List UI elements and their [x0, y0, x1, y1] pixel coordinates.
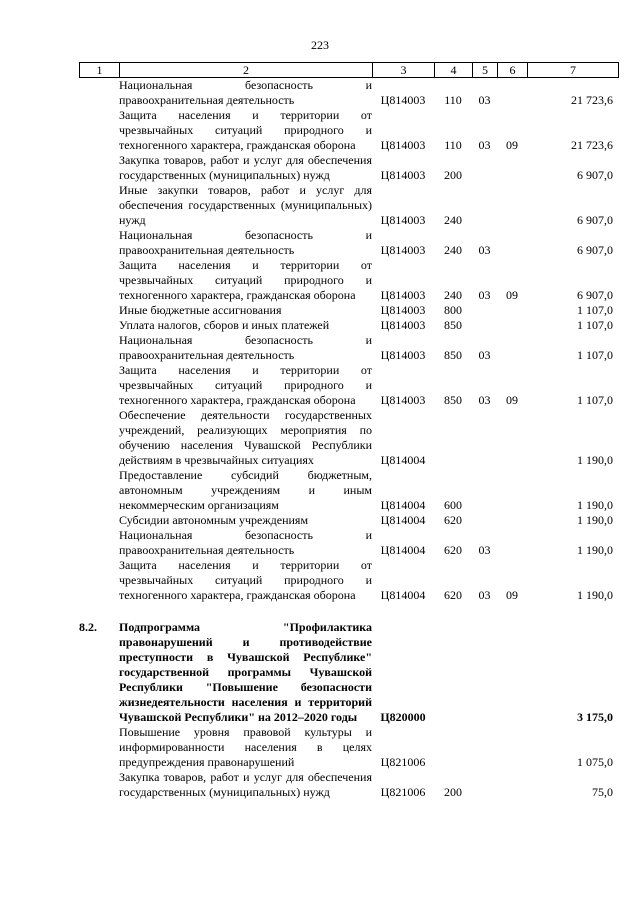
row-target-code: Ц814003: [380, 168, 426, 182]
row-section: 03: [478, 393, 491, 407]
row-target-code: Ц814003: [380, 213, 426, 227]
column-header-3: 3: [373, 63, 435, 78]
table-row: [79, 183, 619, 228]
row-target-code: Ц820000: [380, 710, 426, 724]
row-description: Закупка товаров, работ и услуг для обеспечения государственных (муниципальных) нужд: [119, 770, 372, 799]
row-subsection: 09: [506, 393, 518, 407]
table-row: [79, 725, 619, 770]
row-amount: 1 107,0: [577, 348, 613, 362]
table-row: [79, 468, 619, 513]
row-section: 03: [478, 93, 491, 107]
section-gap: [79, 603, 619, 620]
row-section: 03: [478, 243, 491, 257]
row-amount: 75,0: [592, 785, 613, 799]
row-amount: 1 190,0: [577, 513, 613, 527]
row-amount: 3 175,0: [577, 710, 613, 724]
row-section: 03: [478, 138, 491, 152]
row-target-code: Ц814003: [380, 93, 426, 107]
table-row: [79, 258, 619, 303]
row-target-code: Ц814003: [380, 393, 426, 407]
row-description: Национальная безопасность и правоохранительная деятельность: [119, 333, 372, 362]
row-description: Защита населения и территории от чрезвычайных ситуаций природного и техногенного характера, гражданская оборона: [119, 258, 372, 302]
row-amount: 1 190,0: [577, 453, 613, 467]
row-amount: 1 107,0: [577, 393, 613, 407]
row-target-code: Ц821006: [380, 785, 426, 799]
row-expense-type: 850: [444, 348, 462, 362]
row-description: Защита населения и территории от чрезвычайных ситуаций природного и техногенного характера, гражданская оборона: [119, 108, 372, 152]
row-description: Национальная безопасность и правоохранительная деятельность: [119, 528, 372, 557]
row-expense-type: 240: [444, 213, 462, 227]
row-expense-type: 620: [444, 513, 462, 527]
row-description: Иные закупки товаров, работ и услуг для обеспечения государственных (муниципальных) нужд: [119, 183, 372, 227]
column-header-5: 5: [473, 63, 498, 78]
row-expense-type: 240: [444, 243, 462, 257]
row-expense-type: 110: [444, 138, 462, 152]
table-row: [79, 108, 619, 153]
table-row: [79, 620, 619, 725]
row-amount: 1 190,0: [577, 543, 613, 557]
column-header-row: [80, 63, 619, 78]
row-amount: 21 723,6: [571, 93, 613, 107]
row-description: Уплата налогов, сборов и иных платежей: [119, 318, 330, 332]
budget-table-body: [79, 78, 619, 800]
column-header-7: 7: [528, 63, 619, 78]
row-amount: 1 107,0: [577, 303, 613, 317]
row-expense-type: 200: [444, 785, 462, 799]
table-row: [79, 318, 619, 333]
row-target-code: Ц814004: [380, 453, 426, 467]
row-target-code: Ц821006: [380, 755, 426, 769]
table-row: [79, 528, 619, 558]
row-description: Субсидии автономным учреждениям: [119, 513, 309, 527]
row-amount: 6 907,0: [577, 288, 613, 302]
row-section: 03: [478, 543, 491, 557]
table-row: [79, 153, 619, 183]
row-target-code: Ц814004: [380, 588, 426, 602]
row-target-code: Ц814003: [380, 138, 426, 152]
row-expense-type: 600: [444, 498, 462, 512]
table-row: [79, 303, 619, 318]
row-expense-type: 850: [444, 393, 462, 407]
row-description: Иные бюджетные ассигнования: [119, 303, 282, 317]
table-row: [79, 513, 619, 528]
row-target-code: Ц814004: [380, 498, 426, 512]
row-subsection: 09: [506, 138, 518, 152]
row-expense-type: 110: [444, 93, 462, 107]
row-target-code: Ц814003: [380, 348, 426, 362]
row-amount: 1 190,0: [577, 588, 613, 602]
table-row: [79, 408, 619, 468]
row-description: Защита населения и территории от чрезвычайных ситуаций природного и техногенного характера, гражданская оборона: [119, 558, 372, 602]
row-expense-type: 800: [444, 303, 462, 317]
row-description: Закупка товаров, работ и услуг для обеспечения государственных (муниципальных) нужд: [119, 153, 372, 182]
row-section: 03: [478, 288, 491, 302]
row-amount: 6 907,0: [577, 168, 613, 182]
row-target-code: Ц814003: [380, 318, 426, 332]
column-header-2: 2: [120, 63, 373, 78]
row-target-code: Ц814003: [380, 243, 426, 257]
row-description: Предоставление субсидий бюджетным, автономным учреждениям и иным некоммерческим организациям: [119, 468, 372, 512]
row-subsection: 09: [506, 288, 518, 302]
row-target-code: Ц814004: [380, 513, 426, 527]
table-row: [79, 333, 619, 363]
row-amount: 21 723,6: [571, 138, 613, 152]
table-row: [79, 78, 619, 108]
table-row: [79, 363, 619, 408]
row-description: Защита населения и территории от чрезвычайных ситуаций природного и техногенного характера, гражданская оборона: [119, 363, 372, 407]
row-expense-type: 200: [444, 168, 462, 182]
row-expense-type: 620: [444, 543, 462, 557]
row-amount: 1 190,0: [577, 498, 613, 512]
row-target-code: Ц814003: [380, 303, 426, 317]
row-description: Национальная безопасность и правоохранительная деятельность: [119, 78, 372, 107]
page-number: 223: [311, 38, 329, 52]
row-amount: 1 075,0: [577, 755, 613, 769]
table-row: [79, 770, 619, 800]
row-amount: 6 907,0: [577, 213, 613, 227]
row-amount: 1 107,0: [577, 318, 613, 332]
column-header-table: [79, 62, 619, 78]
row-target-code: Ц814003: [380, 288, 426, 302]
row-expense-type: 850: [444, 318, 462, 332]
table-row: [79, 228, 619, 258]
table-row: [79, 558, 619, 603]
row-expense-type: 240: [444, 288, 462, 302]
row-description: Подпрограмма "Профилактика правонарушений и противодействие преступности в Чувашской Республике" государственной программы Чувашской Республики "Повышение безопасности жизнедеятельности населения и территорий Чувашской Республики" на 2012–2020 годы: [119, 620, 372, 724]
row-subsection: 09: [506, 588, 518, 602]
row-section: 03: [478, 348, 491, 362]
column-header-4: 4: [435, 63, 473, 78]
row-description: Обеспечение деятельности государственных учреждений, реализующих мероприятия по обучению населения Чувашской Республики действиям в чрезвычайных ситуациях: [119, 408, 372, 467]
row-target-code: Ц814004: [380, 543, 426, 557]
row-expense-type: 620: [444, 588, 462, 602]
column-header-1: 1: [80, 63, 120, 78]
column-header-6: 6: [498, 63, 528, 78]
row-amount: 6 907,0: [577, 243, 613, 257]
row-number: 8.2.: [79, 620, 97, 634]
row-section: 03: [478, 588, 491, 602]
row-description: Повышение уровня правовой культуры и информированности населения в целях предупреждения правонарушений: [119, 725, 372, 769]
row-description: Национальная безопасность и правоохранительная деятельность: [119, 228, 372, 257]
